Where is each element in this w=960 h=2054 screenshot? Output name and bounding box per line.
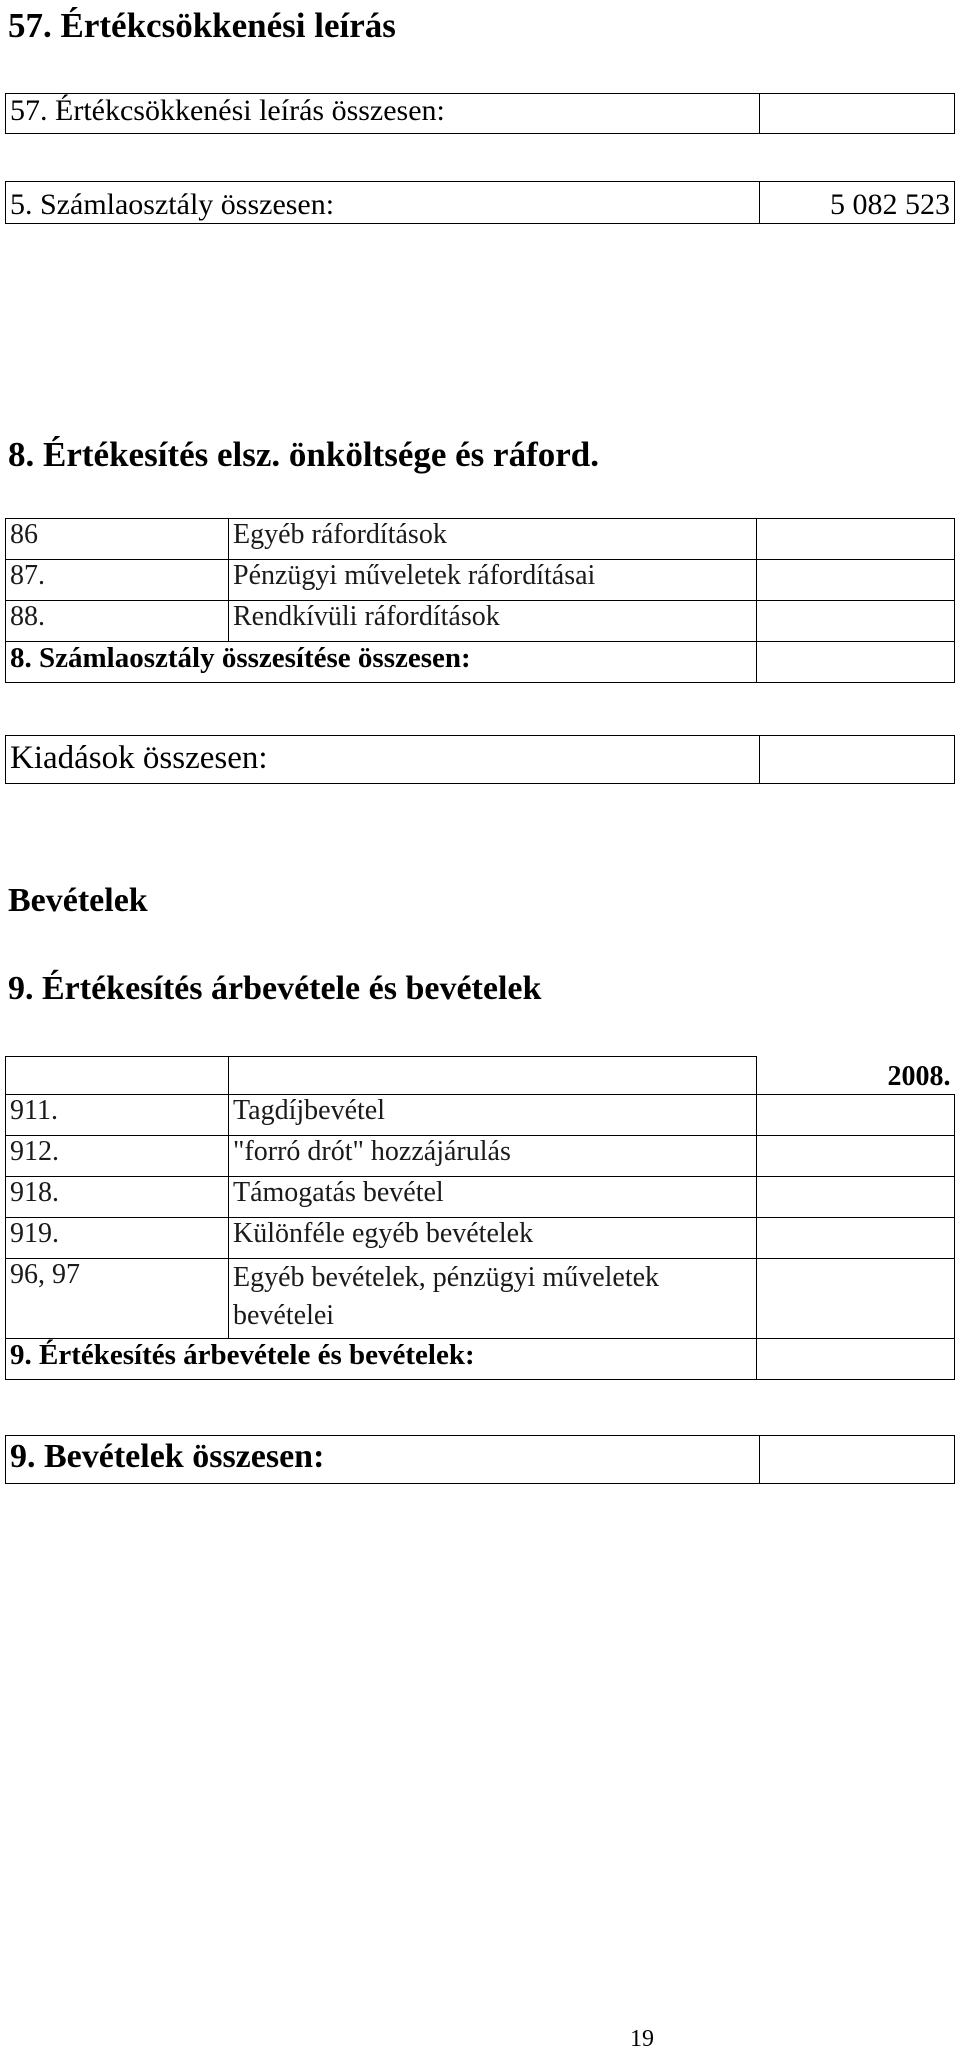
row-name: Pénzügyi műveletek ráfordításai — [229, 560, 757, 601]
section-57-heading: 57. Értékcsökkenési leírás — [8, 6, 396, 45]
revenue-grand-total-value — [760, 1436, 955, 1484]
row-value — [757, 1095, 955, 1136]
section-57-total-value — [760, 94, 955, 134]
expenses-total-value — [760, 736, 955, 784]
class-5-total-value: 5 082 523 — [760, 182, 955, 224]
section-57-total-table — [5, 93, 955, 134]
year-header: 2008. — [757, 1057, 955, 1095]
revenue-table — [5, 1056, 955, 1380]
table-row — [6, 560, 955, 601]
row-code: 918. — [6, 1177, 229, 1218]
table-row — [6, 642, 955, 683]
row-name-line-2: bevételei — [233, 1300, 335, 1331]
row-value — [757, 1259, 955, 1339]
class-5-total-table — [5, 181, 955, 224]
table-row — [6, 519, 955, 560]
revenue-grand-total-table — [5, 1435, 955, 1484]
row-name: "forró drót" hozzájárulás — [229, 1136, 757, 1177]
page-number: 19 — [630, 2026, 654, 2052]
table-row — [6, 1095, 955, 1136]
header-code-cell — [6, 1057, 229, 1095]
row-code: 919. — [6, 1218, 229, 1259]
row-value — [757, 560, 955, 601]
row-value — [757, 601, 955, 642]
section-8-table — [5, 518, 955, 683]
table-row — [6, 1177, 955, 1218]
row-code: 88. — [6, 601, 229, 642]
row-name: Rendkívüli ráfordítások — [229, 601, 757, 642]
class-5-total-label: 5. Számlaosztály összesen: — [6, 182, 760, 224]
row-code: 912. — [6, 1136, 229, 1177]
section-8-heading: 8. Értékesítés elsz. önköltsége és ráford. — [8, 435, 599, 474]
row-code: 911. — [6, 1095, 229, 1136]
row-name — [229, 1259, 757, 1339]
revenue-total-value — [757, 1339, 955, 1380]
section-57-total-label: 57. Értékcsökkenési leírás összesen: — [6, 94, 760, 134]
row-value — [757, 519, 955, 560]
section-8-total-label: 8. Számlaosztály összesítése összesen: — [6, 642, 757, 683]
row-value — [757, 1218, 955, 1259]
row-name: Tagdíjbevétel — [229, 1095, 757, 1136]
section-8-total-value — [757, 642, 955, 683]
table-row — [6, 1339, 955, 1380]
header-name-cell — [229, 1057, 757, 1095]
table-row — [6, 601, 955, 642]
revenue-subheading: 9. Értékesítés árbevétele és bevételek — [8, 970, 542, 1007]
table-row — [6, 1136, 955, 1177]
expenses-total-label: Kiadások összesen: — [6, 736, 760, 784]
table-row — [6, 1218, 955, 1259]
row-name: Támogatás bevétel — [229, 1177, 757, 1218]
table-header-row — [6, 1057, 955, 1095]
revenue-total-label: 9. Értékesítés árbevétele és bevételek: — [6, 1339, 757, 1380]
table-row — [6, 1259, 955, 1339]
row-name-line-1: Egyéb bevételek, pénzügyi műveletek — [233, 1262, 660, 1293]
row-value — [757, 1177, 955, 1218]
row-name: Különféle egyéb bevételek — [229, 1218, 757, 1259]
revenue-grand-total-label: 9. Bevételek összesen: — [6, 1436, 760, 1484]
row-value — [757, 1136, 955, 1177]
row-code: 86 — [6, 519, 229, 560]
revenue-heading: Bevételek — [8, 882, 148, 919]
row-code: 96, 97 — [6, 1259, 229, 1339]
row-name: Egyéb ráfordítások — [229, 519, 757, 560]
row-code: 87. — [6, 560, 229, 601]
expenses-total-table — [5, 735, 955, 784]
